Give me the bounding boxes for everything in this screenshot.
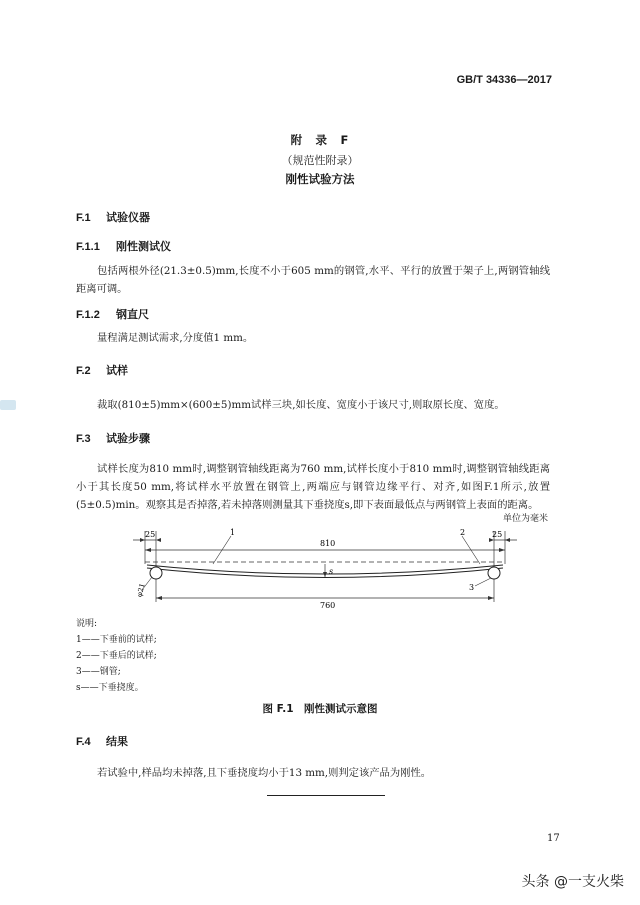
callout-2: 2: [460, 528, 466, 537]
section-number: F.3: [76, 433, 91, 445]
callout-3-leader: [475, 578, 491, 586]
arrowhead: [323, 572, 327, 577]
section-f3-heading: [76, 430, 150, 446]
appendix-name: 刚性试验方法: [285, 172, 355, 186]
legend-item: s——下垂挠度。: [76, 683, 144, 693]
section-f4-heading: [76, 733, 128, 749]
callout-3: 3: [469, 583, 475, 592]
callout-1: 1: [230, 528, 236, 537]
figure-caption: 图 F.1 刚性测试示意图: [262, 703, 378, 715]
section-number: F.1.1: [76, 241, 100, 253]
arrowhead: [488, 596, 494, 600]
section-f2-text: 裁取(810±5)mm×(600±5)mm试样三块,如长度、宽度小于该尺寸,则取原长度、宽度。: [97, 399, 505, 411]
arrowhead: [505, 538, 510, 542]
section-f4-text: 若试验中,样品均未掉落,且下垂挠度均小于13 mm,则判定该产品为刚性。: [97, 767, 432, 779]
arrowhead: [499, 548, 505, 552]
appendix-title: 附 录 F: [290, 133, 350, 147]
watermark: 头条 @一支火柴: [521, 874, 624, 890]
section-number: F.1: [76, 212, 91, 224]
right-overhang-label: 25: [492, 530, 503, 539]
left-overhang-label: 25: [145, 530, 156, 539]
arrowhead: [156, 538, 161, 542]
unit-note: 单位为毫米: [502, 514, 548, 524]
legend-item: 3——钢管;: [76, 667, 121, 677]
section-title: 结果: [106, 735, 128, 748]
deflection-label: s: [329, 567, 334, 576]
section-title: 试验仪器: [106, 211, 150, 224]
pipe-diameter-label: φ21: [135, 582, 147, 598]
scan-edge-mark: [0, 400, 16, 410]
section-f12-text: 量程满足测试需求,分度值1 mm。: [97, 332, 254, 344]
legend-item: 1——下垂前的试样;: [76, 635, 157, 645]
section-title: 试样: [106, 364, 128, 377]
sample-length-label: 810: [320, 539, 336, 548]
end-rule: [267, 795, 385, 796]
appendix-nature: （规范性附录）: [281, 154, 359, 167]
arrowhead: [145, 548, 151, 552]
section-title: 刚性测试仪: [116, 240, 171, 253]
section-f3-text: 试样长度为810 mm时,调整钢管轴线距离为760 mm,试样长度小于810 mm时,调整钢管轴线距离小于其长度50 mm,将试样水平放置在钢管上,两端应与钢管边缘平行、对齐,如图F.1所示,放置(5±0.5)min。观察其是否掉落,若未掉落则测量其下垂挠度s,即下表面最低点与两钢管上表面的距离。: [76, 463, 550, 511]
section-title: 钢直尺: [116, 308, 149, 321]
section-number: F.2: [76, 365, 91, 377]
legend-title: 说明:: [76, 619, 98, 629]
section-number: F.1.2: [76, 309, 100, 321]
right-steel-pipe: [488, 567, 500, 579]
standard-code: GB/T 34336—2017: [456, 74, 552, 86]
figure-legend: [76, 616, 157, 696]
section-f12-heading: [76, 306, 149, 322]
section-title: 试验步骤: [106, 432, 150, 445]
section-f11-text: 包括两根外径(21.3±0.5)mm,长度不小于605 mm的钢管,水平、平行的放置于架子上,两钢管轴线距离可调。: [76, 265, 550, 295]
legend-item: 2——下垂后的试样;: [76, 651, 157, 661]
pipe-distance-label: 760: [320, 601, 336, 610]
arrowhead: [156, 596, 162, 600]
section-f11-heading: [76, 238, 171, 254]
section-f2-heading: [76, 362, 128, 378]
rigidity-test-diagram: [125, 524, 525, 614]
section-f1-heading: [76, 209, 150, 225]
page-number: 17: [547, 833, 560, 844]
section-number: F.4: [76, 736, 91, 748]
